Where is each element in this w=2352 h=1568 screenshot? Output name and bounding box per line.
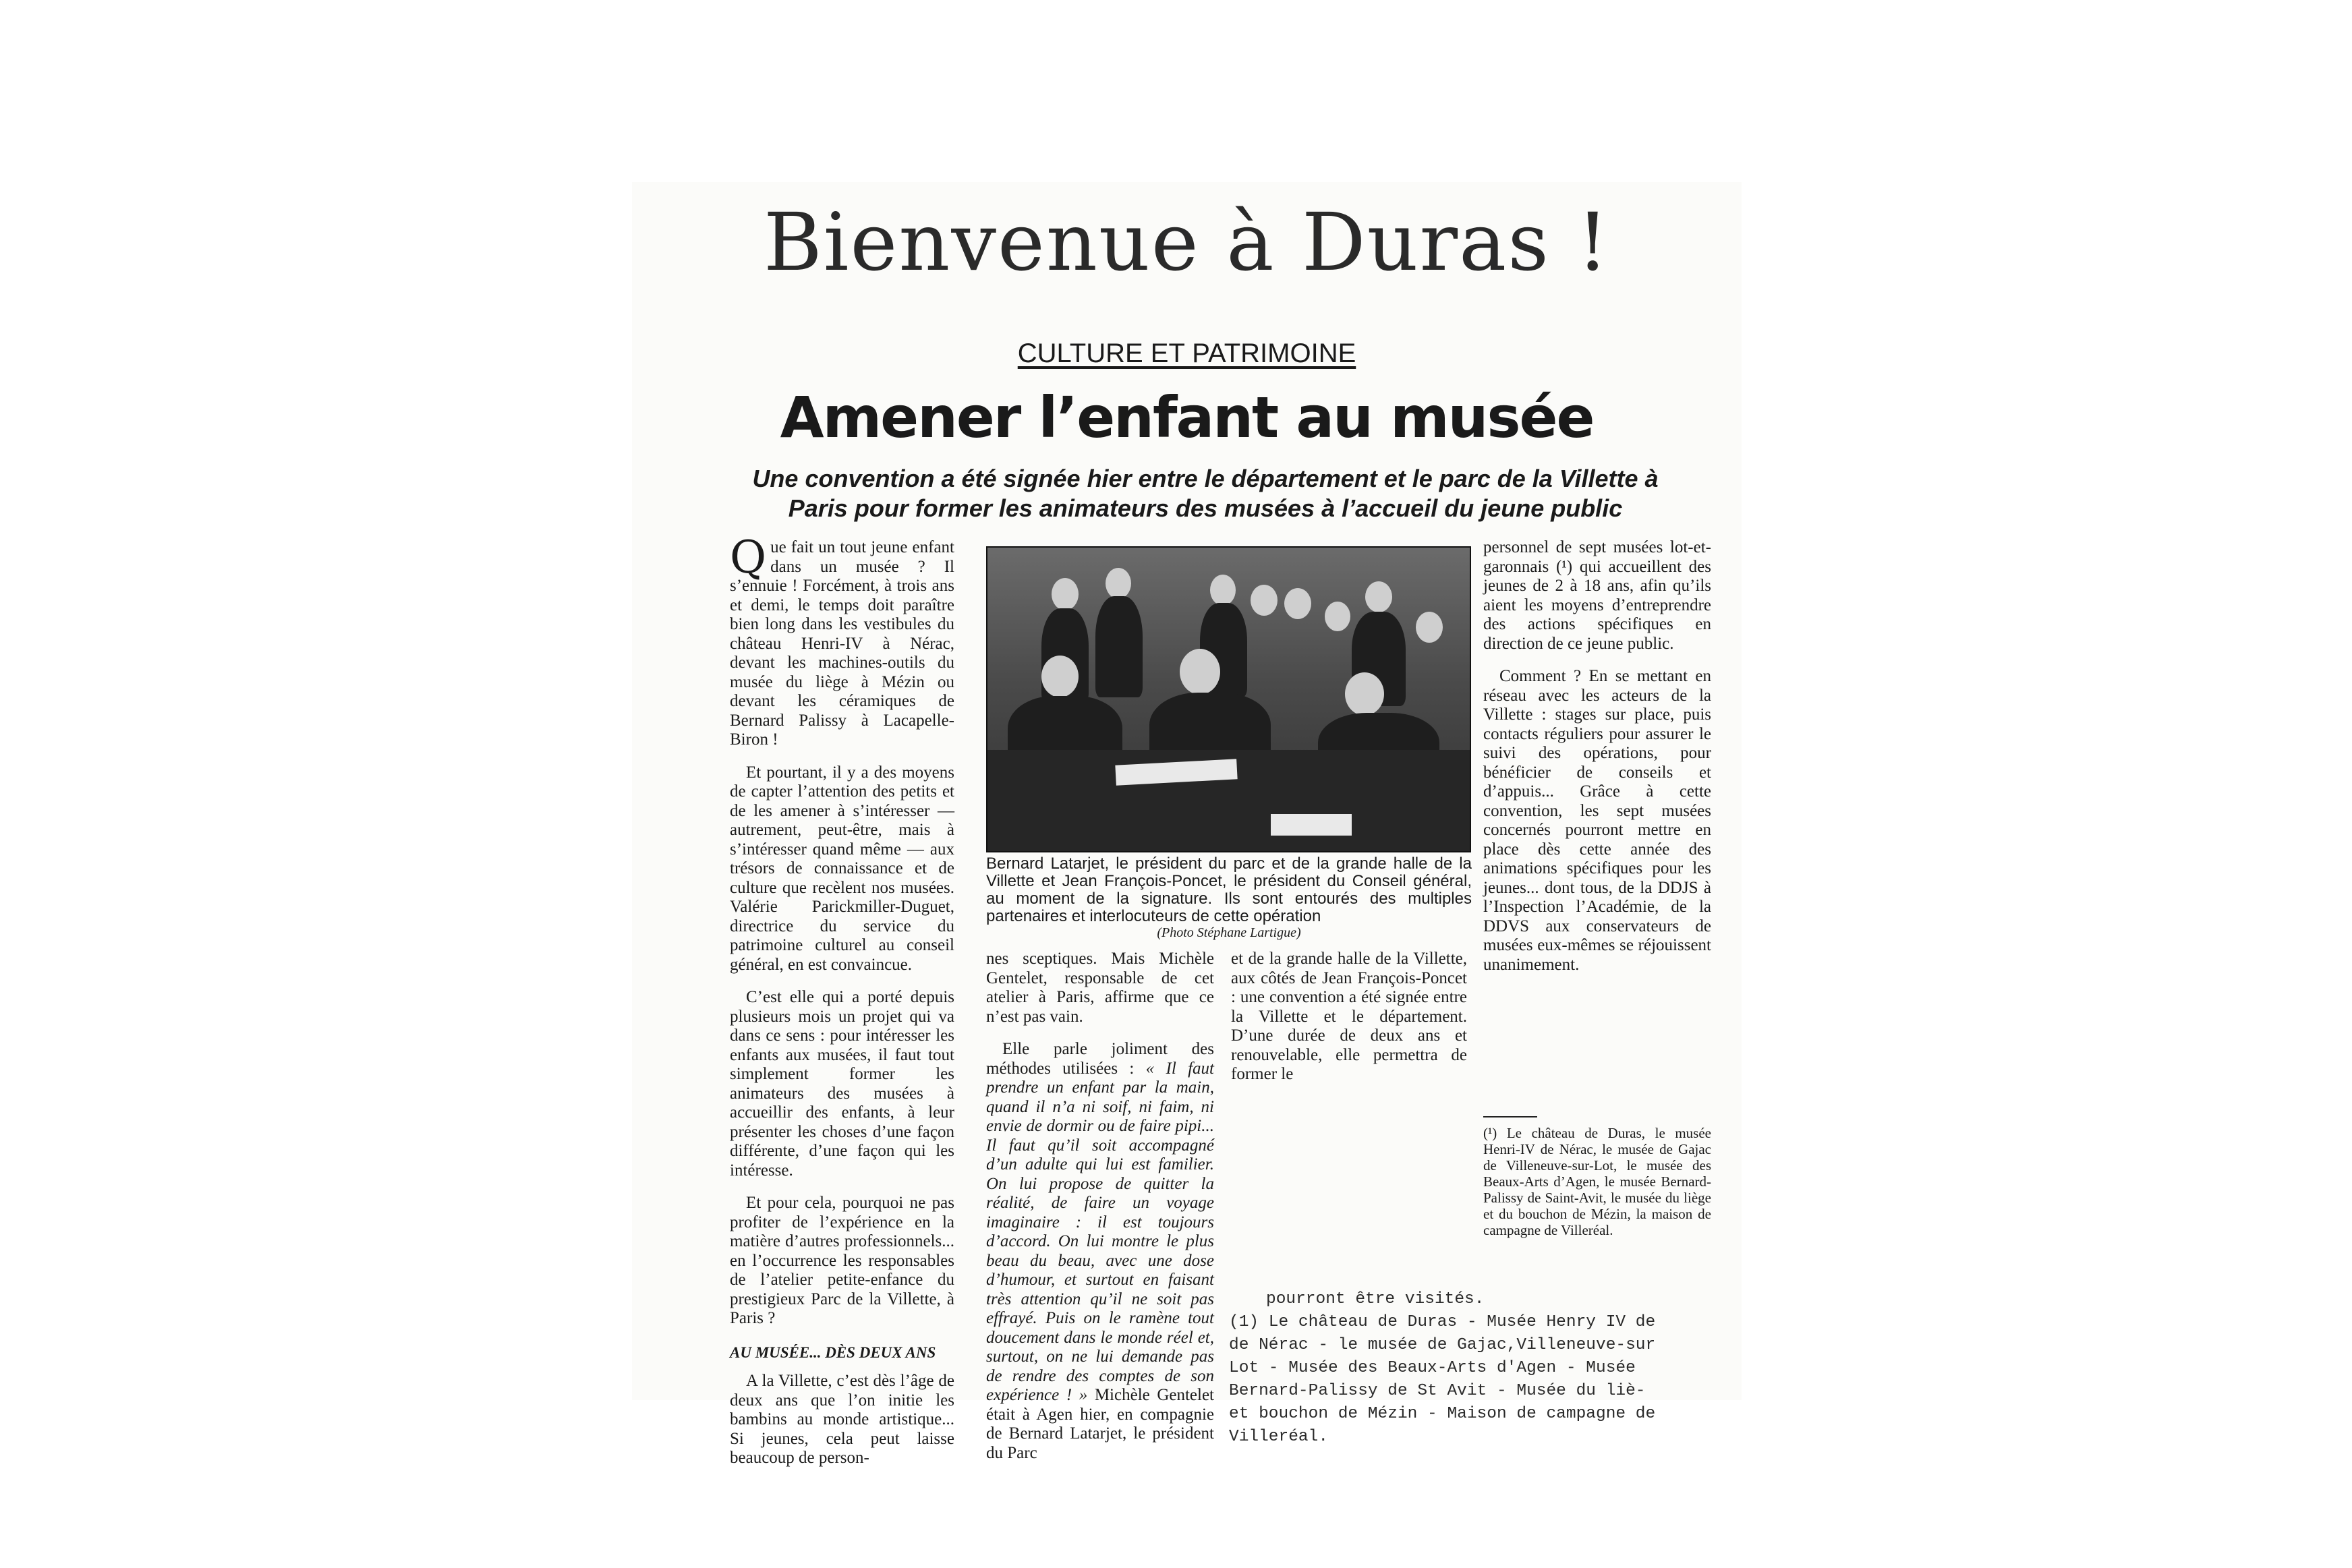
paragraph: Et pour cela, pourquoi ne pas profiter de l’expérience en la matière d’autres professionnels... en l’occurrence les responsables de l’atelier petite-enfance du prestigieux Parc de la Villette, à Paris ?: [730, 1194, 954, 1327]
typed-line: Villeréal.: [1229, 1428, 1329, 1446]
newspaper-clipping: [632, 182, 1742, 1467]
typed-line: et bouchon de Mézin - Maison de campagne de: [1229, 1405, 1656, 1423]
article-column-1: [730, 531, 954, 1467]
paragraph: Michèle Gentelet était à Agen hier, en compagnie de Bernard Latarjet, le président du Parc: [986, 1386, 1215, 1462]
paragraph: A la Villette, c’est dès l’âge de deux ans que l’on initie les bambins au monde artistique... Si jeunes, cela peut laisse beaucoup de person-: [730, 1372, 954, 1467]
quote: « Il faut prendre un enfant par la main, quand il n’a ni soif, ni faim, ni envie de dormir ou de faire pipi... Il faut qu’il soit accompagné d’un adulte qui lui est familier. On lui propose de quitter la réalité, de faire un voyage imaginaire : il est toujours d’accord. On lui montre le plus beau du beau, avec une dose d’humour, et surtout en faisant très attention qu’il ne soit pas effrayé. Puis on le ramène tout doucement dans le monde réel et, surtout, on ne lui demande pas de rendre des comptes de son expérience ! »: [986, 1059, 1214, 1404]
typed-line: Bernard-Palissy de St Avit - Musée du liè-: [1229, 1382, 1646, 1400]
typed-line: (1) Le château de Duras - Musée Henry IV de: [1229, 1313, 1656, 1331]
drop-cap: Q: [730, 531, 767, 583]
section-rubric: CULTURE ET PATRIMOINE: [1017, 339, 1356, 368]
typed-line: de Nérac - le musée de Gajac,Villeneuve-sur: [1229, 1336, 1656, 1354]
paragraph: Comment ? En se mettant en réseau avec les acteurs de la Villette : stages sur place, puis contacts réguliers pour assurer le suivi des opérations, pour bénéficier de conseils et d’appuis... Grâce à cette convention, les sept musées concernés pourront mettre en place dès cette année des animations spécifiques pour les jeunes... dont tous, de la DDJS à l’Inspection l’Académie, de la DDVS aux conservateurs de musées eux-mêmes se réjouissent unanimement.: [1483, 667, 1711, 974]
paragraph: Elle parle joliment des méthodes utilisées :: [986, 1040, 1214, 1078]
article-column-2: [986, 950, 1215, 1462]
paragraph: nes sceptiques. Mais Michèle Gentelet, responsable de cet atelier à Paris, affirme que ce n’est pas vain.: [986, 950, 1214, 1026]
photo-caption: Bernard Latarjet, le président du parc et de la grande halle de la Villette et Jean François-Poncet, le président du Conseil général, au moment de la signature. Ils sont entourés des multiples partenaires et interlocuteurs de cette opération: [986, 854, 1472, 925]
typewritten-note: [1229, 1288, 1728, 1449]
paragraph: personnel de sept musées lot-et-garonnais (¹) qui accueillent des jeunes de 2 à 18 ans, afin qu’ils aient les moyens d’entreprendre des actions spécifiques en direction de ce jeune public.: [1483, 538, 1711, 653]
signing-photo: [986, 546, 1471, 852]
paragraph: C’est elle qui a porté depuis plusieurs mois un projet qui va dans ce sens : pour intéresser les enfants aux musées, il faut tout simplement former les animateurs des musées à accueillir des enfants, à leur présenter les choses d’une façon différente, d’une façon qui les intéresse.: [730, 988, 954, 1180]
subheading: AU MUSÉE... DÈS DEUX ANS: [730, 1343, 936, 1361]
typed-line: pourront être visités.: [1266, 1290, 1485, 1308]
article-headline: Amener l’enfant au musée: [780, 384, 1594, 451]
article-dek: Une convention a été signée hier entre le département et le parc de la Villette à Paris pour former les animateurs des musées à l’accueil du jeune public: [752, 465, 1659, 522]
paragraph: Et pourtant, il y a des moyens de capter l’attention des petits et de les amener à s’intéresser — autrement, peut-être, mais à s’intéresser quand même — aux trésors de connaissance et de culture que recèlent nos musées. Valérie Parickmiller-Duguet, directrice du service du patrimoine culturel au conseil général, en est convaincue.: [730, 763, 954, 974]
paragraph: et de la grande halle de la Villette, aux côtés de Jean François-Poncet : une convention a été signée entre la Villette et le département. D’une durée de deux ans et renouvelable, elle permettra de former le: [1231, 950, 1467, 1083]
masthead: Bienvenue à Duras !: [764, 196, 1610, 289]
paragraph: ue fait un tout jeune enfant dans un musée ? Il s’ennuie ! Forcément, à trois ans et demi, le temps doit paraître bien long dans les vestibules du château Henri-IV à Nérac, devant les machines-outils du musée du liège à Mézin ou devant les céramiques de Bernard Palissy à Lacapelle-Biron !: [730, 538, 954, 749]
typed-line: Lot - Musée des Beaux-Arts d'Agen - Musée: [1229, 1359, 1636, 1377]
article-column-3: [1231, 950, 1467, 1083]
footnote: (¹) Le château de Duras, le musée Henri-IV de Nérac, le musée de Gajac de Villeneuve-sur-Lot, le musée des Beaux-Arts d’Agen, le musée Bernard-Palissy de Saint-Avit, le musée du liège et du bouchon de Mézin, la maison de campagne de Villeréal.: [1483, 1125, 1711, 1238]
photo-credit: (Photo Stéphane Lartigue): [1157, 925, 1301, 940]
footnote-divider: [1483, 1116, 1537, 1117]
article-column-4: [1483, 538, 1711, 1105]
